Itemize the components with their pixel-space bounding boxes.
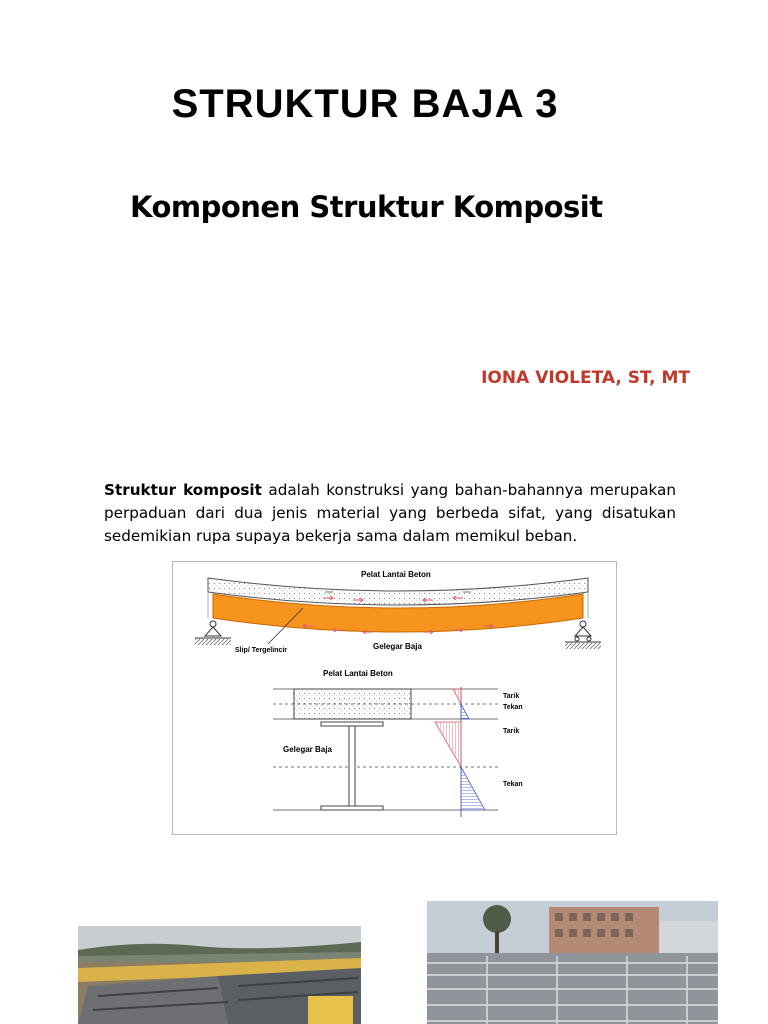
- author-name: IONA VIOLETA, ST, MT: [481, 368, 690, 388]
- intro-text: adalah konstruksi yang bahan-bahannya merupakan perpaduan dari dua jenis material yang berbeda sifat, yang disatukan sedemikian rupa supaya bekerja sama dalam memikul beban.: [104, 481, 676, 545]
- intro-term: Struktur komposit: [104, 481, 262, 499]
- tarik-label-1: Tarik: [503, 693, 520, 700]
- intro-paragraph: [104, 479, 676, 548]
- stress-girder-tension: [435, 722, 461, 767]
- beam-girder-label: Gelegar Baja: [373, 642, 422, 651]
- slip-label: Slip/ Tergelincir: [235, 647, 287, 654]
- construction-photo-left: [78, 926, 361, 1024]
- tarik-label-2: Tarik: [503, 728, 520, 735]
- stress-top-compression: [461, 704, 469, 719]
- tekan-label-1: Tekan: [503, 704, 523, 711]
- tekan-label-2: Tekan: [503, 781, 523, 788]
- page-subtitle: Komponen Struktur Komposit: [130, 190, 603, 224]
- stress-top-tension: [453, 689, 461, 704]
- stress-girder-compression: [461, 767, 485, 810]
- page-title: STRUKTUR BAJA 3: [171, 82, 559, 126]
- section-slab-label: Pelat Lantai Beton: [323, 669, 393, 678]
- beam-slab-label: Pelat Lantai Beton: [361, 570, 431, 579]
- left-support: [195, 621, 231, 638]
- construction-photo-right: [427, 901, 718, 1024]
- section-girder-label: Gelegar Baja: [283, 745, 332, 754]
- steel-i-section: [321, 722, 383, 810]
- composite-beam-figure: [172, 561, 617, 835]
- composite-beam-diagram: [173, 562, 616, 834]
- right-support: [565, 621, 601, 642]
